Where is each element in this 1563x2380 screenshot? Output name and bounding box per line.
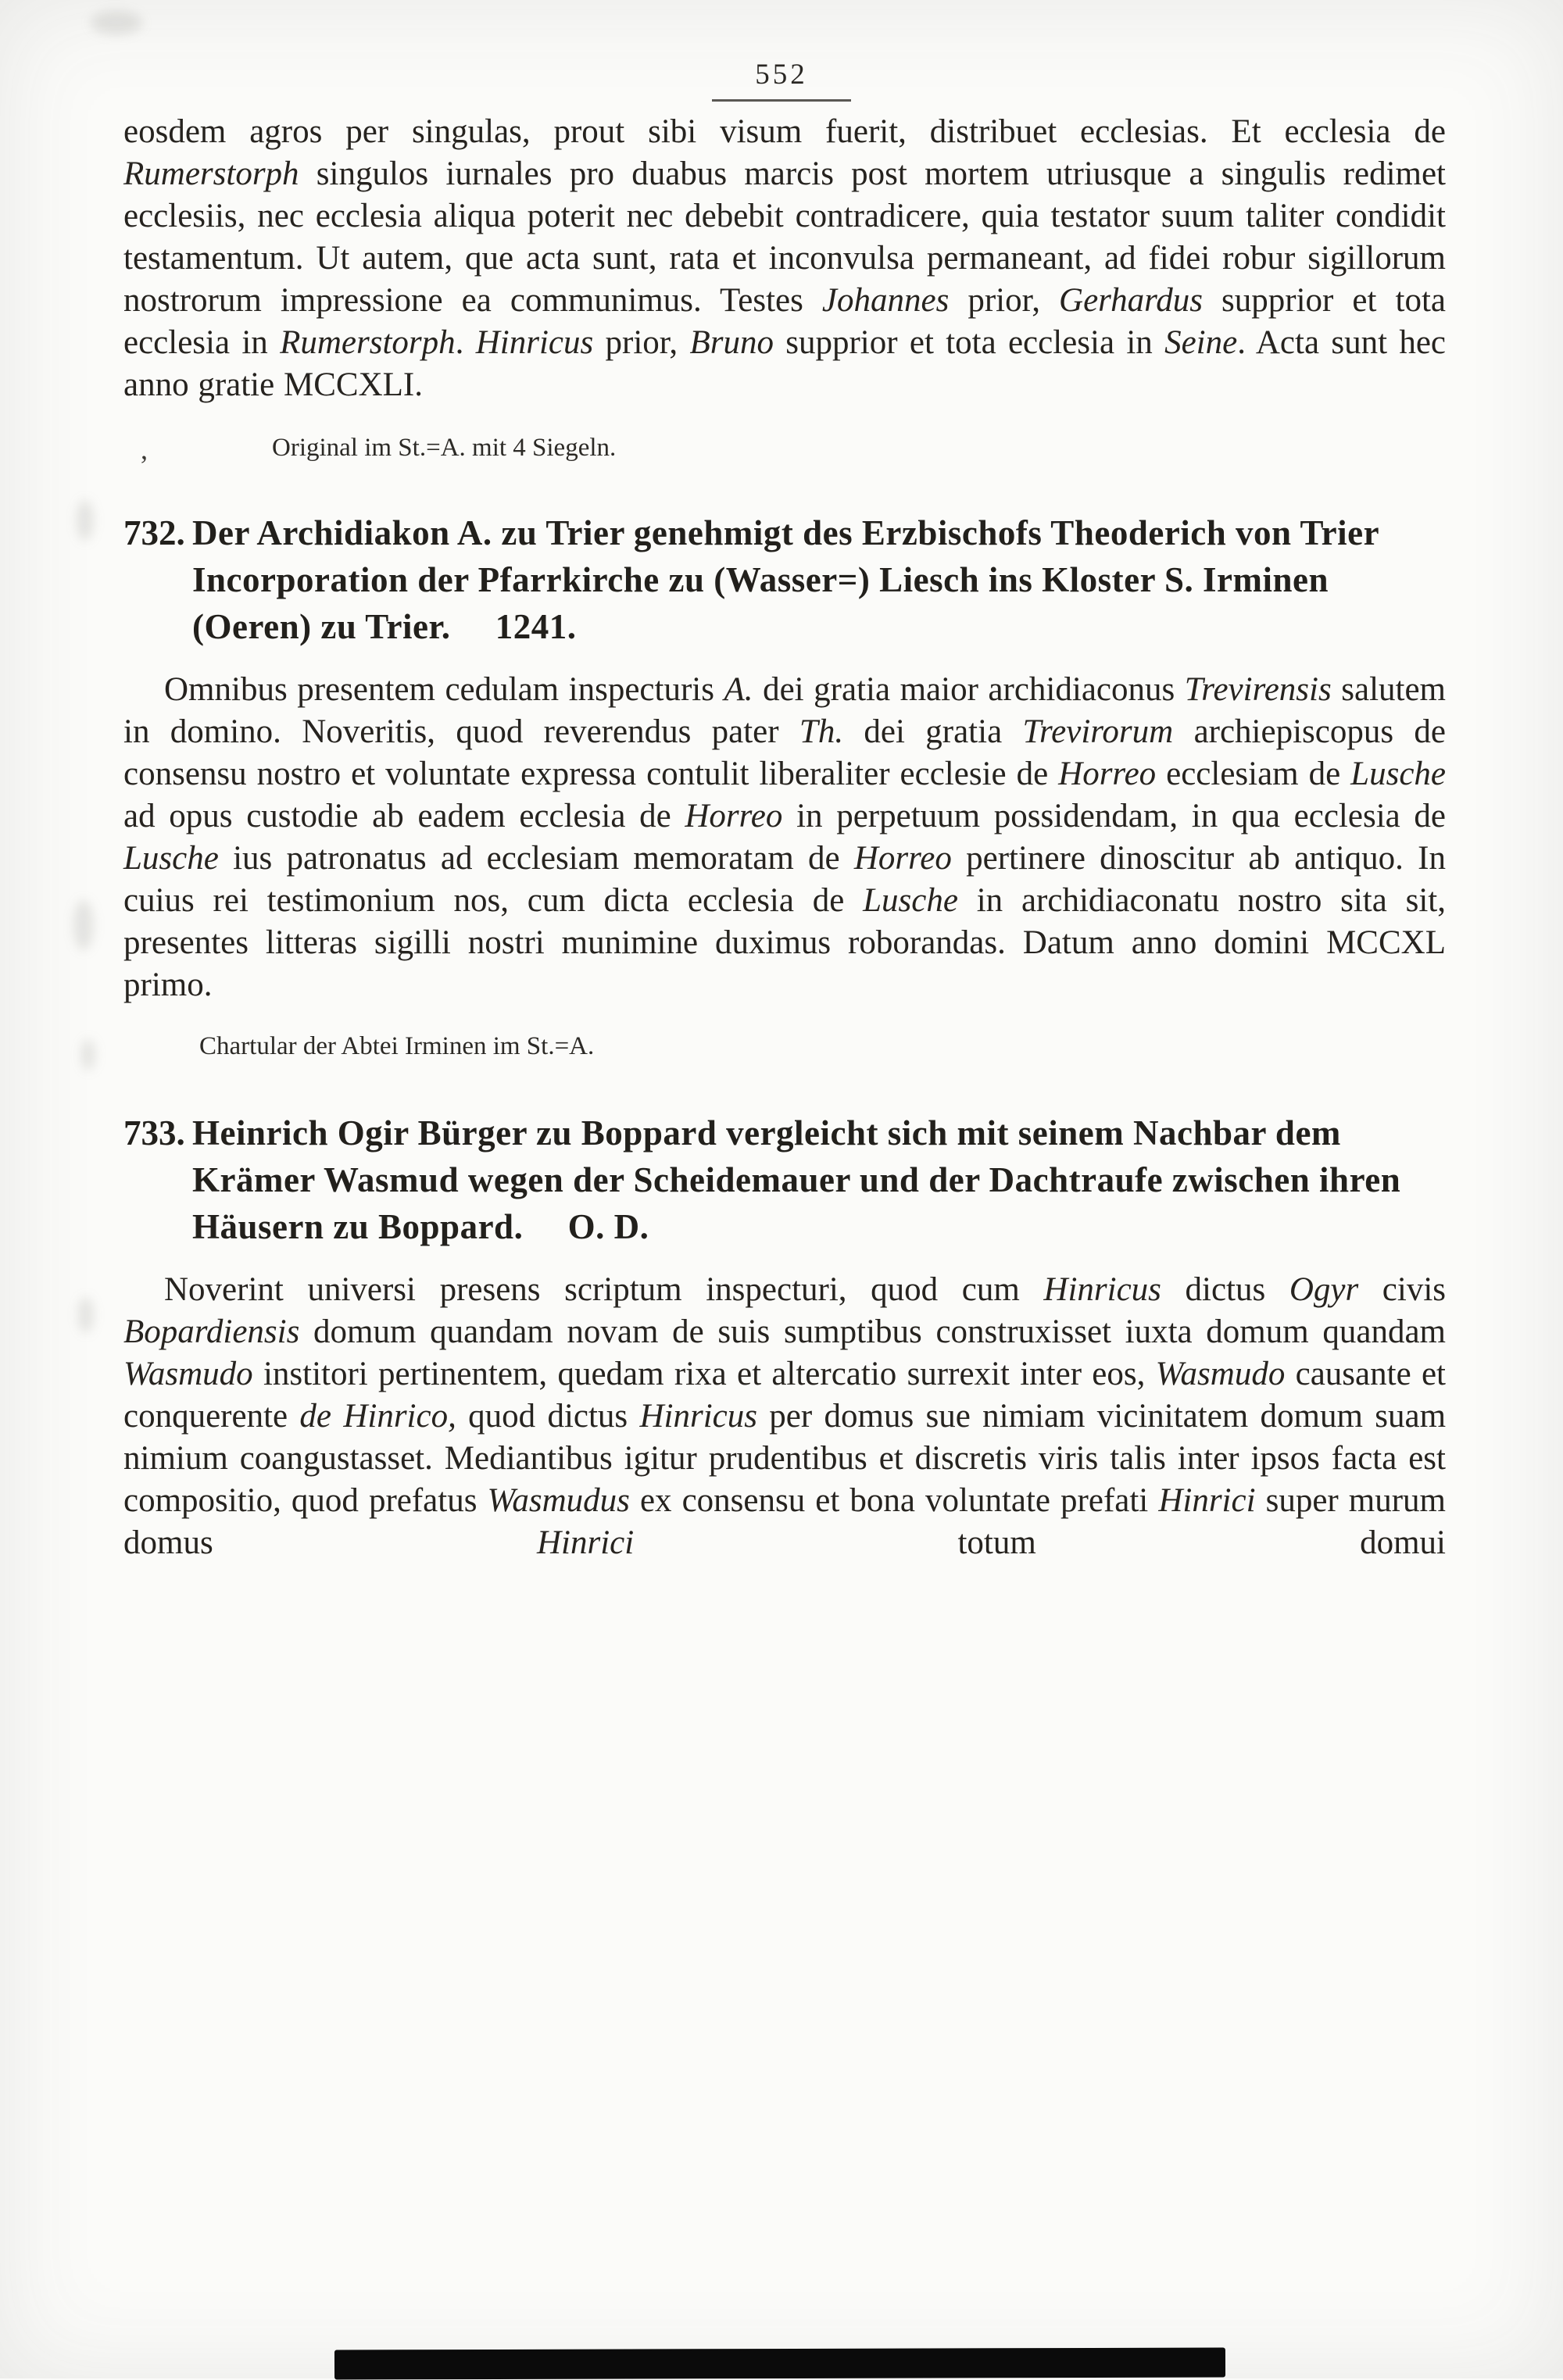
- scan-artifact-bar: [334, 2348, 1225, 2380]
- entry-heading: Heinrich Ogir Bürger zu Boppard vergleicht sich mit seinem Nachbar dem Krämer Wasmud wegen der Scheidemauer und der Dachtraufe zwischen ihren Häusern zu Boppard. O. D.: [192, 1113, 1401, 1246]
- scan-smudge: [81, 1039, 95, 1070]
- page-header: [0, 58, 1563, 102]
- entry-number: 732.: [123, 513, 185, 552]
- scan-smudge: [73, 900, 94, 950]
- scan-smudge: [91, 11, 142, 34]
- text-column: [123, 111, 1446, 1564]
- page-number-rule: [712, 99, 851, 102]
- scan-smudge: [77, 500, 94, 541]
- entry-733-body: Noverint universi presens scriptum inspecturi, quod cum Hinricus dictus Ogyr civis Bopardiensis domum quandam novam de suis sumptibus construxisset iuxta domum quandam Wasmudo institori pertinentem, quedam rixa et altercatio surrexit inter eos, Wasmudo causante et conquerente de Hinrico, quod dictus Hinricus per domus sue nimiam vicinitatem domum suam nimium coangustasset. Mediantibus igitur prudentibus et discretis viris talis inter ipsos facta est compositio, quod prefatus Wasmudus ex consensu et bona voluntate prefati Hinrici super murum domus Hinrici totum domui: [123, 1271, 1447, 1561]
- entry-733-heading-row: [123, 1110, 1446, 1250]
- page-number: 552: [755, 59, 808, 91]
- charter-continuation-paragraph: eosdem agros per singulas, prout sibi visum fuerit, distribuet ecclesias. Et ecclesia de Rumerstorph singulos iurnales pro duabus marcis post mortem utriusque a singulis redimet ecclesiis, nec ecclesia aliqua poterit nec debebit contradicere, quia testator suum taliter condidit testamentum. Ut autem, que acta sunt, rata et inconvulsa permaneant, ad fidei robur sigillorum nostrorum impressione ea communimus. Testes Johannes prior, Gerhardus supprior et tota ecclesia in Rumerstorph. Hinricus prior, Bruno supprior et tota ecclesia in Seine. Acta sunt hec anno gratie MCCXLI.: [123, 113, 1446, 403]
- stray-ink-mark: ,: [141, 434, 148, 465]
- entry-732-body: Omnibus presentem cedulam inspecturis A. dei gratia maior archidiaconus Trevirensis salutem in domino. Noveritis, quod reverendus pater Th. dei gratia Trevirorum archiepiscopus de consensu nostro et voluntate expressa contulit liberaliter ecclesie de Horreo ecclesiam de Lusche ad opus custodie ab eadem ecclesia de Horreo in perpetuum possidendam, in qua ecclesia de Lusche ius patronatus ad ecclesiam memoratam de Horreo pertinere dinoscitur ab antiquo. In cuius rei testimonium nos, cum dicta ecclesia de Lusche in archidiaconatu nostro sita sit, presentes litteras sigilli nostri munimine duximus roborandas. Datum anno domini MCCXL primo.: [123, 671, 1447, 1003]
- entry-732-heading-row: [123, 509, 1446, 650]
- source-note-original: [141, 431, 1446, 465]
- entry-732: [123, 509, 1446, 1063]
- entry-heading: Der Archidiakon A. zu Trier genehmigt des Erzbischofs Theoderich von Trier Incorporation der Pfarrkirche zu (Wasser=) Liesch ins Kloster S. Irminen (Oeren) zu Trier. 1241.: [192, 513, 1379, 646]
- scan-smudge: [78, 1297, 94, 1333]
- source-note-chartular: [199, 1030, 1446, 1063]
- source-note-text: Original im St.=A. mit 4 Siegeln.: [272, 434, 617, 462]
- entry-number: 733.: [123, 1113, 185, 1152]
- source-note-text: Chartular der Abtei Irminen im St.=A.: [199, 1032, 595, 1060]
- entry-733: [123, 1110, 1446, 1564]
